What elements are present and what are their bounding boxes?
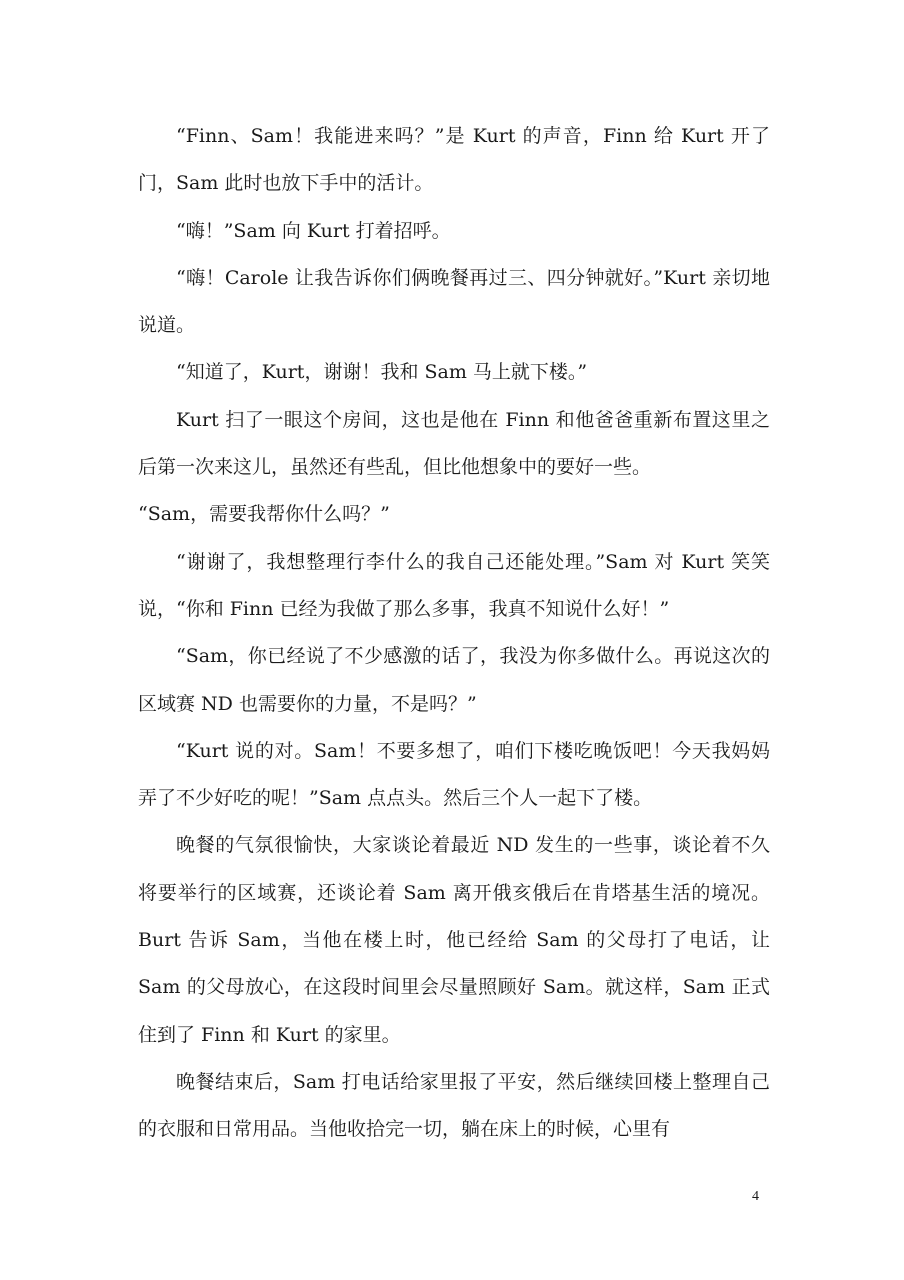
- paragraph: “嗨！”Sam 向 Kurt 打着招呼。: [176, 219, 451, 242]
- paragraph: “Sam，需要我帮你什么吗？”: [138, 503, 390, 526]
- paragraph: “知道了，Kurt，谢谢！我和 Sam 马上就下楼。”: [176, 361, 588, 384]
- page-number: 4: [752, 1189, 759, 1204]
- body-text: [138, 113, 770, 1154]
- paragraph: Kurt 扫了一眼这个房间，这也是他在 Finn 和他爸爸重新布置这里之后第一次来这儿，虽然还有些乱，但比他想象中的要好一些。: [138, 408, 770, 479]
- paragraph: “嗨！Carole 让我告诉你们俩晚餐再过三、四分钟就好。”Kurt 亲切地说道。: [138, 266, 770, 337]
- paragraph: “Sam，你已经说了不少感激的话了，我没为你多做什么。再说这次的区域赛 ND 也需要你的力量，不是吗？”: [138, 645, 770, 715]
- paragraph: “Kurt 说的对。Sam！不要多想了，咱们下楼吃晚饭吧！今天我妈妈弄了不少好吃的呢！”Sam 点点头。然后三个人一起下了楼。: [138, 739, 770, 810]
- paragraph: “Finn、Sam！我能进来吗？”是 Kurt 的声音，Finn 给 Kurt 开了门，Sam 此时也放下手中的活计。: [138, 125, 770, 195]
- paragraph: 晚餐结束后，Sam 打电话给家里报了平安，然后继续回楼上整理自己的衣服和日常用品。当他收拾完一切，躺在床上的时候，心里有: [138, 1070, 770, 1141]
- paragraph: “谢谢了，我想整理行李什么的我自己还能处理。”Sam 对 Kurt 笑笑说，“你和 Finn 已经为我做了那么多事，我真不知说什么好！”: [138, 550, 770, 620]
- paragraph: 晚餐的气氛很愉快，大家谈论着最近 ND 发生的一些事，谈论着不久将要举行的区域赛，还谈论着 Sam 离开俄亥俄后在肯塔基生活的境况。Burt 告诉 Sam，当他在楼上时，他已经给 Sam 的父母打了电话，让 Sam 的父母放心，在这段时间里会尽量照顾好 Sam。就这样，Sam 正式住到了 Finn 和 Kurt 的家里。: [138, 834, 770, 1046]
